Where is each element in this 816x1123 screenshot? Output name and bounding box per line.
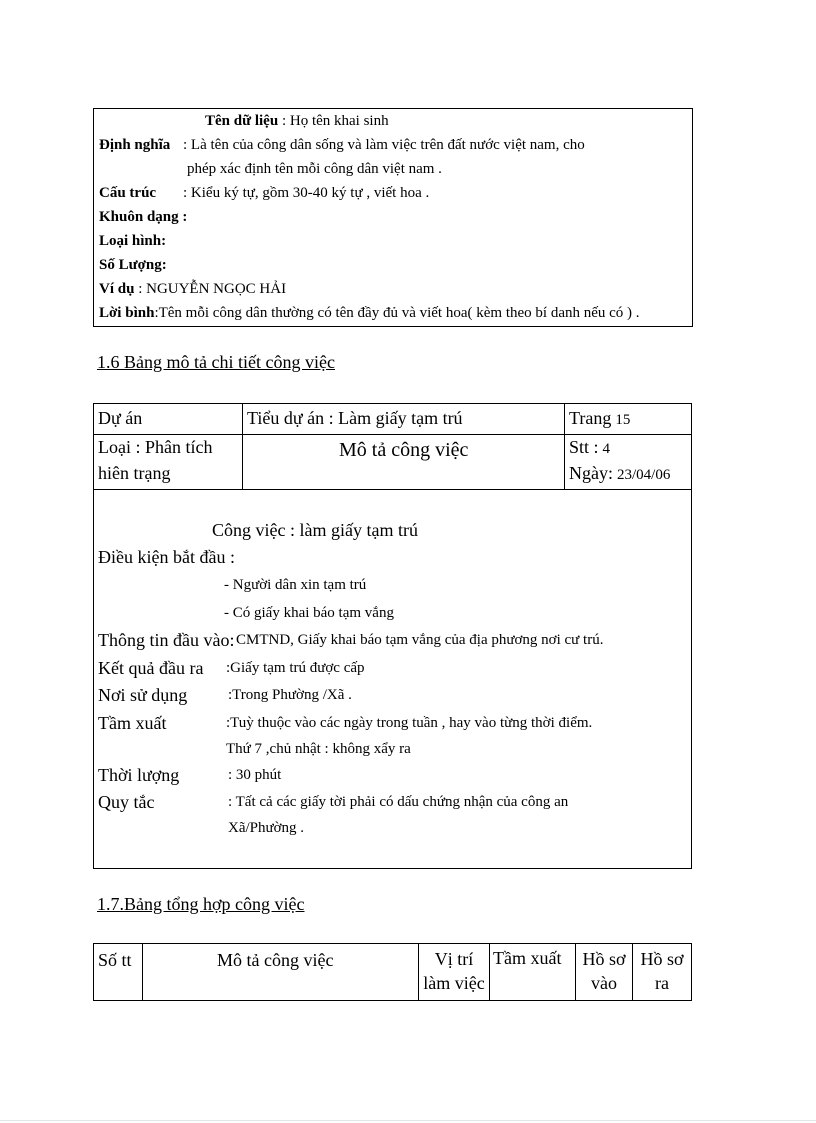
example-value: : NGUYỄN NGỌC HẢI bbox=[138, 281, 287, 297]
frequency-value-2: Thứ 7 ,chủ nhật : không xẩy ra bbox=[226, 741, 411, 757]
definition-value-1: : Là tên của công dân sống và làm việc trên đất nước việt nam, cho bbox=[183, 137, 585, 153]
project-label: Dự án bbox=[98, 408, 143, 428]
date-label: Ngày: bbox=[569, 463, 613, 483]
col-output-line-1: Hồ sơ bbox=[640, 949, 684, 969]
count-label: Số Lượng: bbox=[99, 257, 167, 273]
definition-label: Định nghĩa bbox=[99, 137, 171, 153]
comment-value: :Tên mỗi công dân thường có tên đầy đủ và viết hoa( kèm theo bí danh nếu có ) . bbox=[154, 305, 640, 321]
structure-value: : Kiểu ký tự, gồm 30-40 ký tự , viết hoa . bbox=[183, 185, 430, 201]
example-row bbox=[99, 281, 286, 298]
input-value: CMTND, Giấy khai báo tạm vắng của địa phương nơi cư trú. bbox=[236, 632, 604, 648]
name-label: Tên dữ liệu bbox=[205, 113, 279, 129]
duration-label: Thời lượng bbox=[98, 765, 180, 785]
center-title: Mô tả công việc bbox=[339, 439, 469, 461]
start-condition-label: Điều kiện bắt đầu : bbox=[98, 547, 235, 567]
input-label: Thông tin đầu vào: bbox=[98, 630, 235, 650]
rule-value-1: : Tất cả các giấy tời phải có dấu chứng nhận của công an bbox=[228, 794, 569, 810]
col-output-docs bbox=[633, 944, 691, 1000]
frequency-label: Tầm xuất bbox=[98, 713, 167, 733]
comment-row bbox=[99, 305, 640, 322]
col-stt bbox=[94, 944, 143, 1000]
output-value: :Giấy tạm trú được cấp bbox=[226, 660, 365, 676]
name-value: : Họ tên khai sinh bbox=[281, 113, 389, 129]
job-title: Công việc : làm giấy tạm trú bbox=[212, 520, 418, 540]
rule-label: Quy tắc bbox=[98, 792, 155, 812]
type-line-1: Loại : Phân tích bbox=[98, 437, 213, 457]
place-label: Nơi sử dụng bbox=[98, 685, 188, 705]
section-17-heading: 1.7.Bảng tổng hợp công việc bbox=[97, 894, 305, 914]
job-description-table bbox=[93, 403, 692, 869]
data-dictionary-box bbox=[93, 108, 693, 327]
type-label: Loại hình: bbox=[99, 233, 167, 249]
output-label: Kết quả đầu ra bbox=[98, 658, 204, 678]
summary-table bbox=[93, 943, 692, 1001]
condition-1: - Người dân xin tạm trú bbox=[224, 577, 367, 593]
col-input-docs bbox=[576, 944, 633, 1000]
divider bbox=[94, 489, 691, 490]
type-line-2: hiên trạng bbox=[98, 463, 171, 483]
condition-2: - Có giấy khai báo tạm vắng bbox=[224, 605, 394, 621]
page-bottom-edge bbox=[0, 1120, 816, 1121]
col-frequency bbox=[490, 944, 576, 1000]
date-row bbox=[569, 463, 670, 484]
stt-row bbox=[569, 437, 610, 458]
col-frequency-label: Tầm xuất bbox=[493, 948, 562, 968]
place-value: :Trong Phường /Xã . bbox=[228, 687, 352, 703]
stt-value: 4 bbox=[602, 441, 611, 457]
col-input-line-2: vào bbox=[591, 973, 617, 993]
subproject-cell bbox=[243, 404, 565, 434]
col-position-line-1: Vị trí bbox=[434, 949, 474, 969]
stt-label: Stt : bbox=[569, 437, 599, 457]
type-cell bbox=[94, 434, 243, 489]
col-input-line-1: Hồ sơ bbox=[582, 949, 626, 969]
col-position-line-2: làm việc bbox=[423, 973, 485, 993]
title-cell bbox=[243, 434, 565, 489]
col-description bbox=[143, 944, 419, 1000]
example-label: Ví dụ bbox=[99, 281, 135, 297]
col-output-line-2: ra bbox=[655, 973, 669, 993]
stt-date-cell bbox=[565, 434, 691, 489]
project-cell bbox=[94, 404, 243, 434]
format-label: Khuôn dạng : bbox=[99, 209, 188, 225]
duration-value: : 30 phút bbox=[228, 767, 282, 783]
section-16-heading: 1.6 Bảng mô tả chi tiết công việc bbox=[97, 352, 335, 372]
comment-label: Lời bình bbox=[99, 305, 155, 321]
page-row bbox=[569, 408, 630, 429]
subproject-label: Tiểu dự án : Làm giấy tạm trú bbox=[247, 408, 463, 428]
rule-value-2: Xã/Phường . bbox=[228, 820, 305, 836]
definition-value-2: phép xác định tên mỗi công dân việt nam . bbox=[187, 161, 442, 177]
page-label: Trang bbox=[569, 408, 612, 428]
date-value: 23/04/06 bbox=[617, 467, 671, 483]
col-description-label: Mô tả công việc bbox=[217, 950, 334, 970]
page-value: 15 bbox=[615, 412, 631, 428]
col-stt-label: Số tt bbox=[98, 950, 132, 970]
name-row bbox=[205, 113, 389, 130]
frequency-value-1: :Tuỳ thuộc vào các ngày trong tuần , hay vào từng thời điểm. bbox=[226, 715, 593, 731]
col-position bbox=[419, 944, 490, 1000]
structure-label: Cấu trúc bbox=[99, 185, 157, 201]
page-cell bbox=[565, 404, 691, 434]
